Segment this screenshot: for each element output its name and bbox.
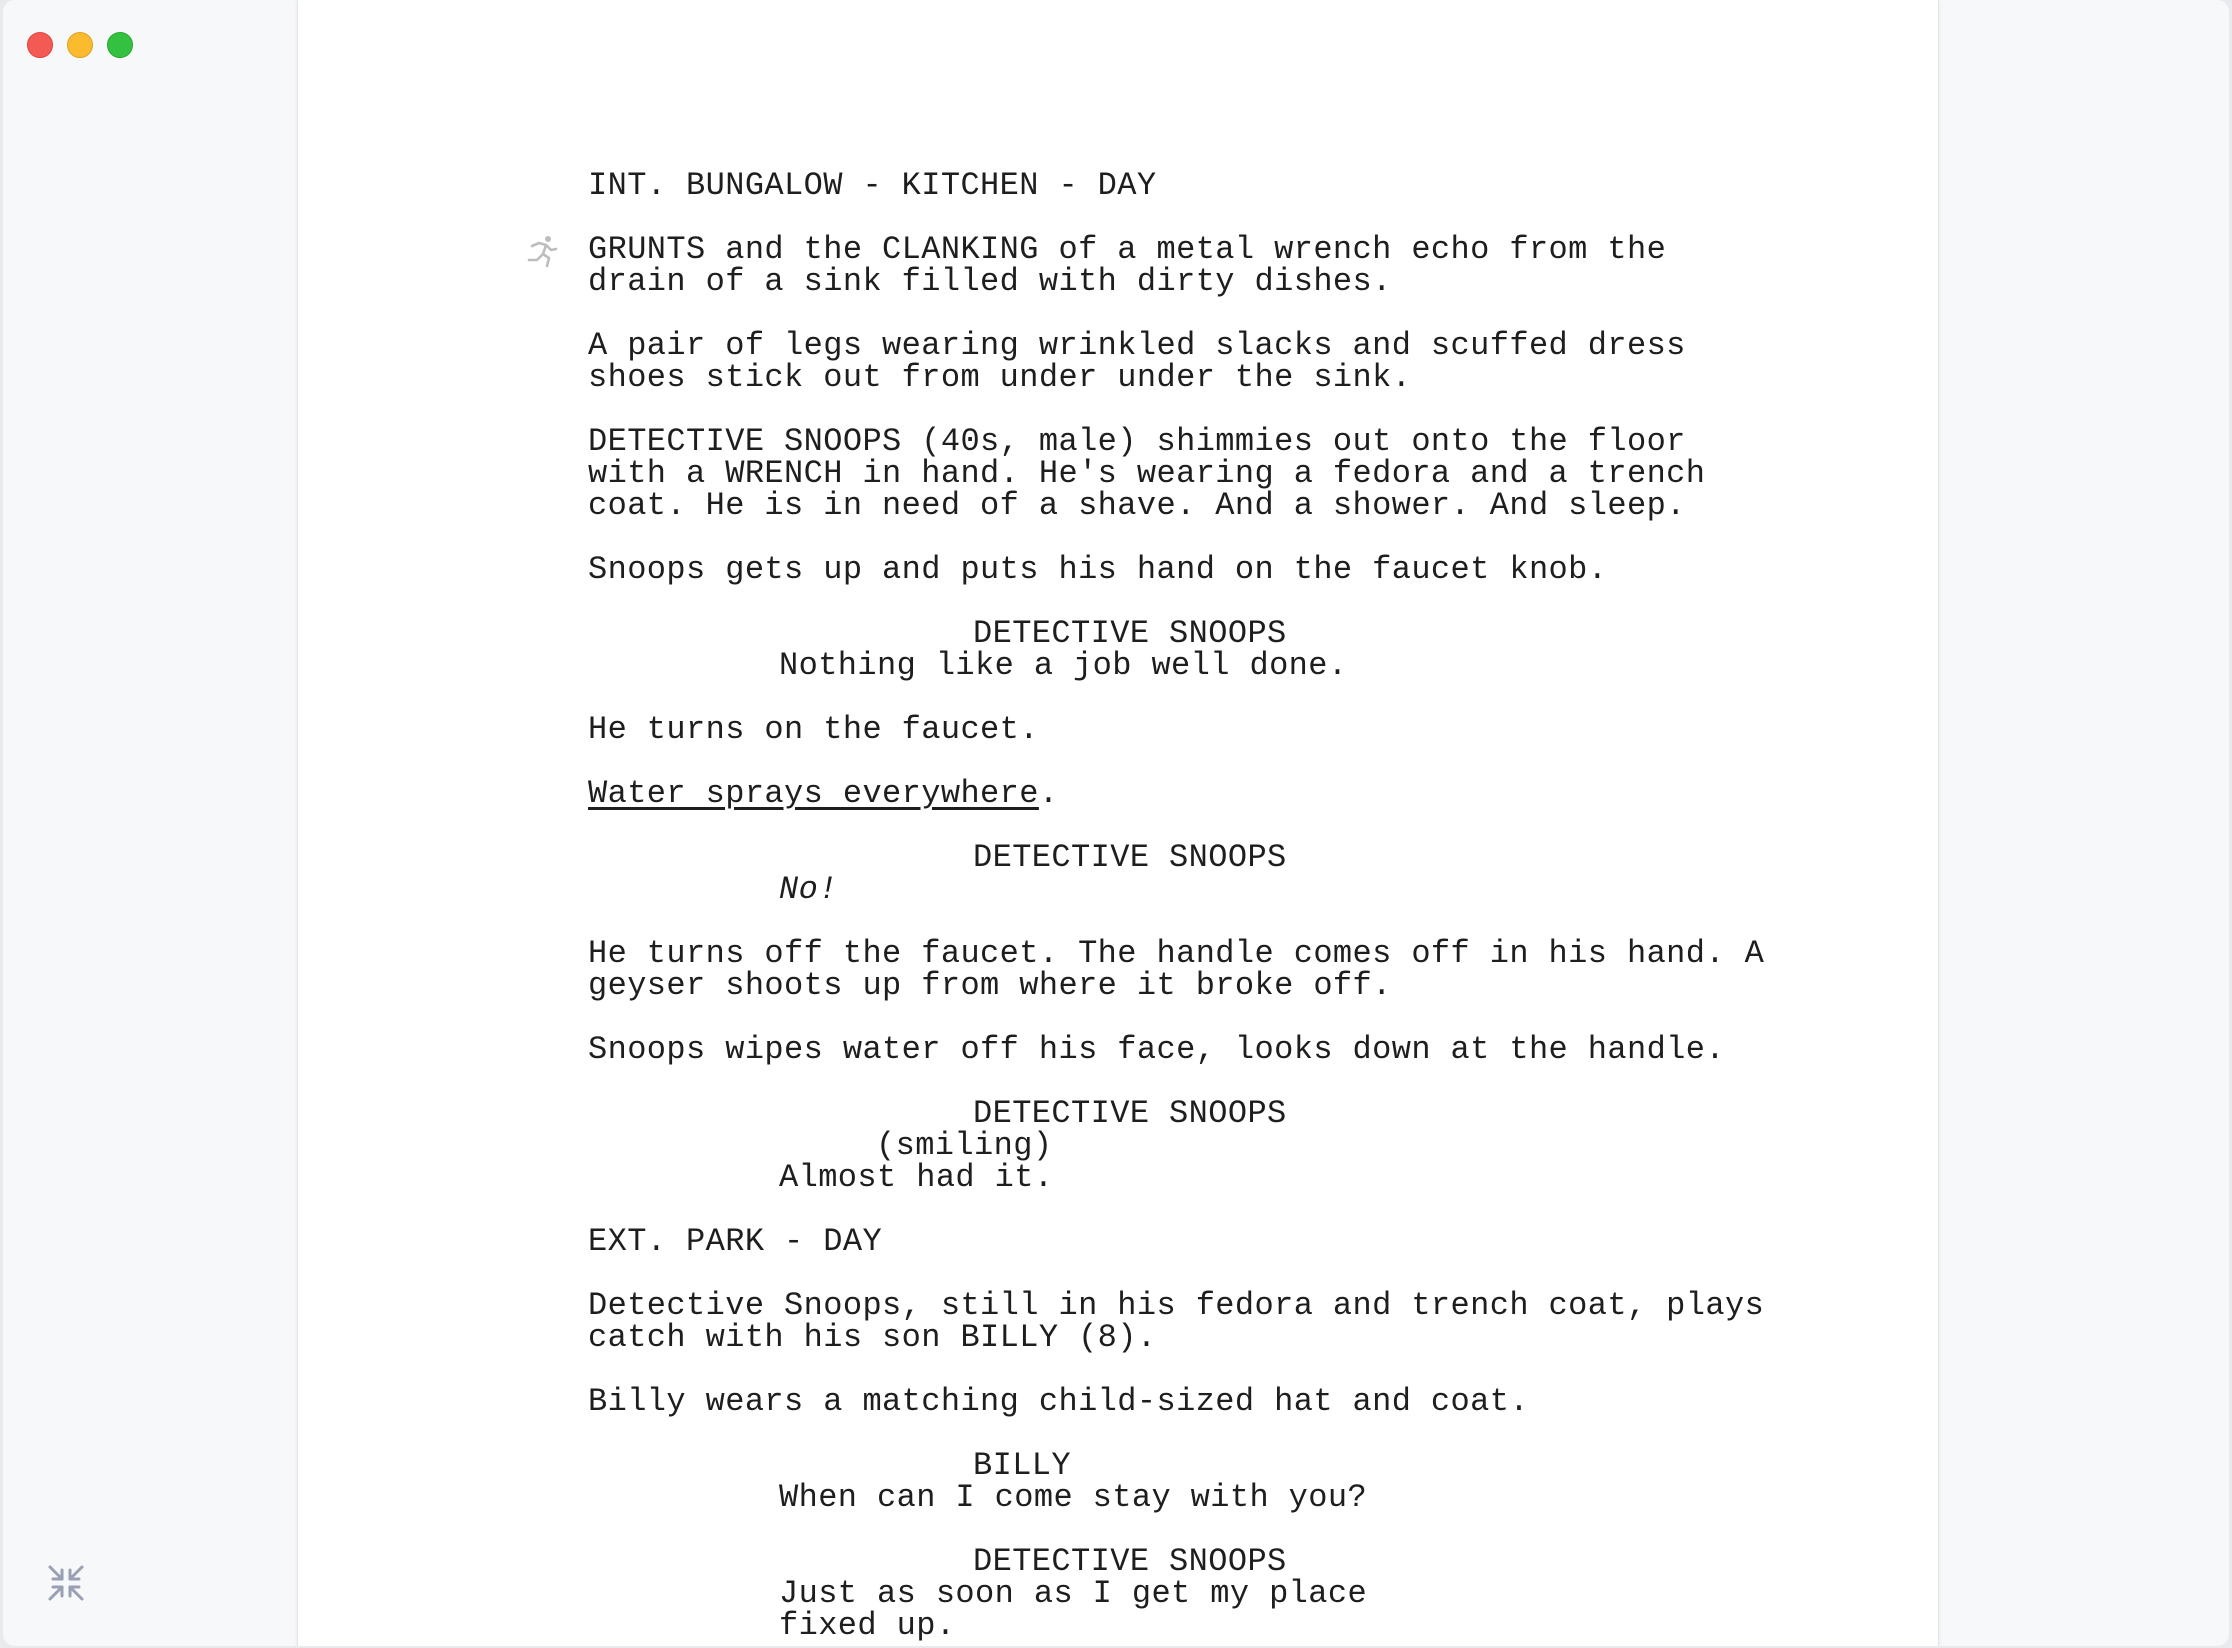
character-name: DETECTIVE SNOOPS [973, 839, 1287, 876]
character-name: DETECTIVE SNOOPS [973, 1543, 1287, 1580]
scene-heading: INT. BUNGALOW - KITCHEN - DAY [588, 167, 1157, 204]
app-window [3, 0, 2229, 1646]
action-line: Snoops gets up and puts his hand on the faucet knob. [588, 551, 1608, 588]
dialogue-line: Just as soon as I get my place [779, 1575, 1368, 1612]
action-line: He turns on the faucet. [588, 711, 1039, 748]
action-line: He turns off the faucet. The handle comes off in his hand. A [588, 935, 1765, 972]
action-line: Detective Snoops, still in his fedora and trench coat, plays [588, 1287, 1765, 1324]
action-line: geyser shoots up from where it broke off. [588, 967, 1392, 1004]
action-line: A pair of legs wearing wrinkled slacks and scuffed dress [588, 327, 1686, 364]
character-name: DETECTIVE SNOOPS [973, 1095, 1287, 1132]
action-line [588, 775, 1059, 812]
action-line: Billy wears a matching child-sized hat and coat. [588, 1383, 1529, 1420]
action-line: GRUNTS and the CLANKING of a metal wrench echo from the [588, 231, 1667, 268]
dialogue-line: Almost had it. [779, 1159, 1054, 1196]
scene-heading: EXT. PARK - DAY [588, 1223, 883, 1260]
action-punctuation: . [1038, 775, 1059, 812]
action-line: coat. He is in need of a shave. And a shower. And sleep. [588, 487, 1686, 524]
running-figure-icon[interactable] [524, 233, 560, 269]
window-close-button[interactable] [27, 32, 53, 58]
action-line: with a WRENCH in hand. He's wearing a fedora and a trench [588, 455, 1706, 492]
dialogue-line: No! [779, 871, 838, 908]
dialogue-line: Nothing like a job well done. [779, 647, 1348, 684]
character-name: BILLY [973, 1447, 1072, 1484]
underlined-text: Water sprays everywhere [588, 775, 1039, 812]
window-zoom-button[interactable] [107, 32, 133, 58]
dialogue-line: When can I come stay with you? [779, 1479, 1368, 1516]
script-page[interactable] [298, 0, 1938, 1646]
action-line: drain of a sink filled with dirty dishes. [588, 263, 1392, 300]
dialogue-line: fixed up. [779, 1607, 956, 1644]
window-minimize-button[interactable] [67, 32, 93, 58]
action-line: DETECTIVE SNOOPS (40s, male) shimmies out onto the floor [588, 423, 1686, 460]
parenthetical: (smiling) [876, 1127, 1053, 1164]
collapse-arrows-icon[interactable] [47, 1564, 85, 1602]
action-line: catch with his son BILLY (8). [588, 1319, 1157, 1356]
character-name: DETECTIVE SNOOPS [973, 615, 1287, 652]
action-line: Snoops wipes water off his face, looks down at the handle. [588, 1031, 1725, 1068]
action-line: shoes stick out from under under the sink. [588, 359, 1412, 396]
